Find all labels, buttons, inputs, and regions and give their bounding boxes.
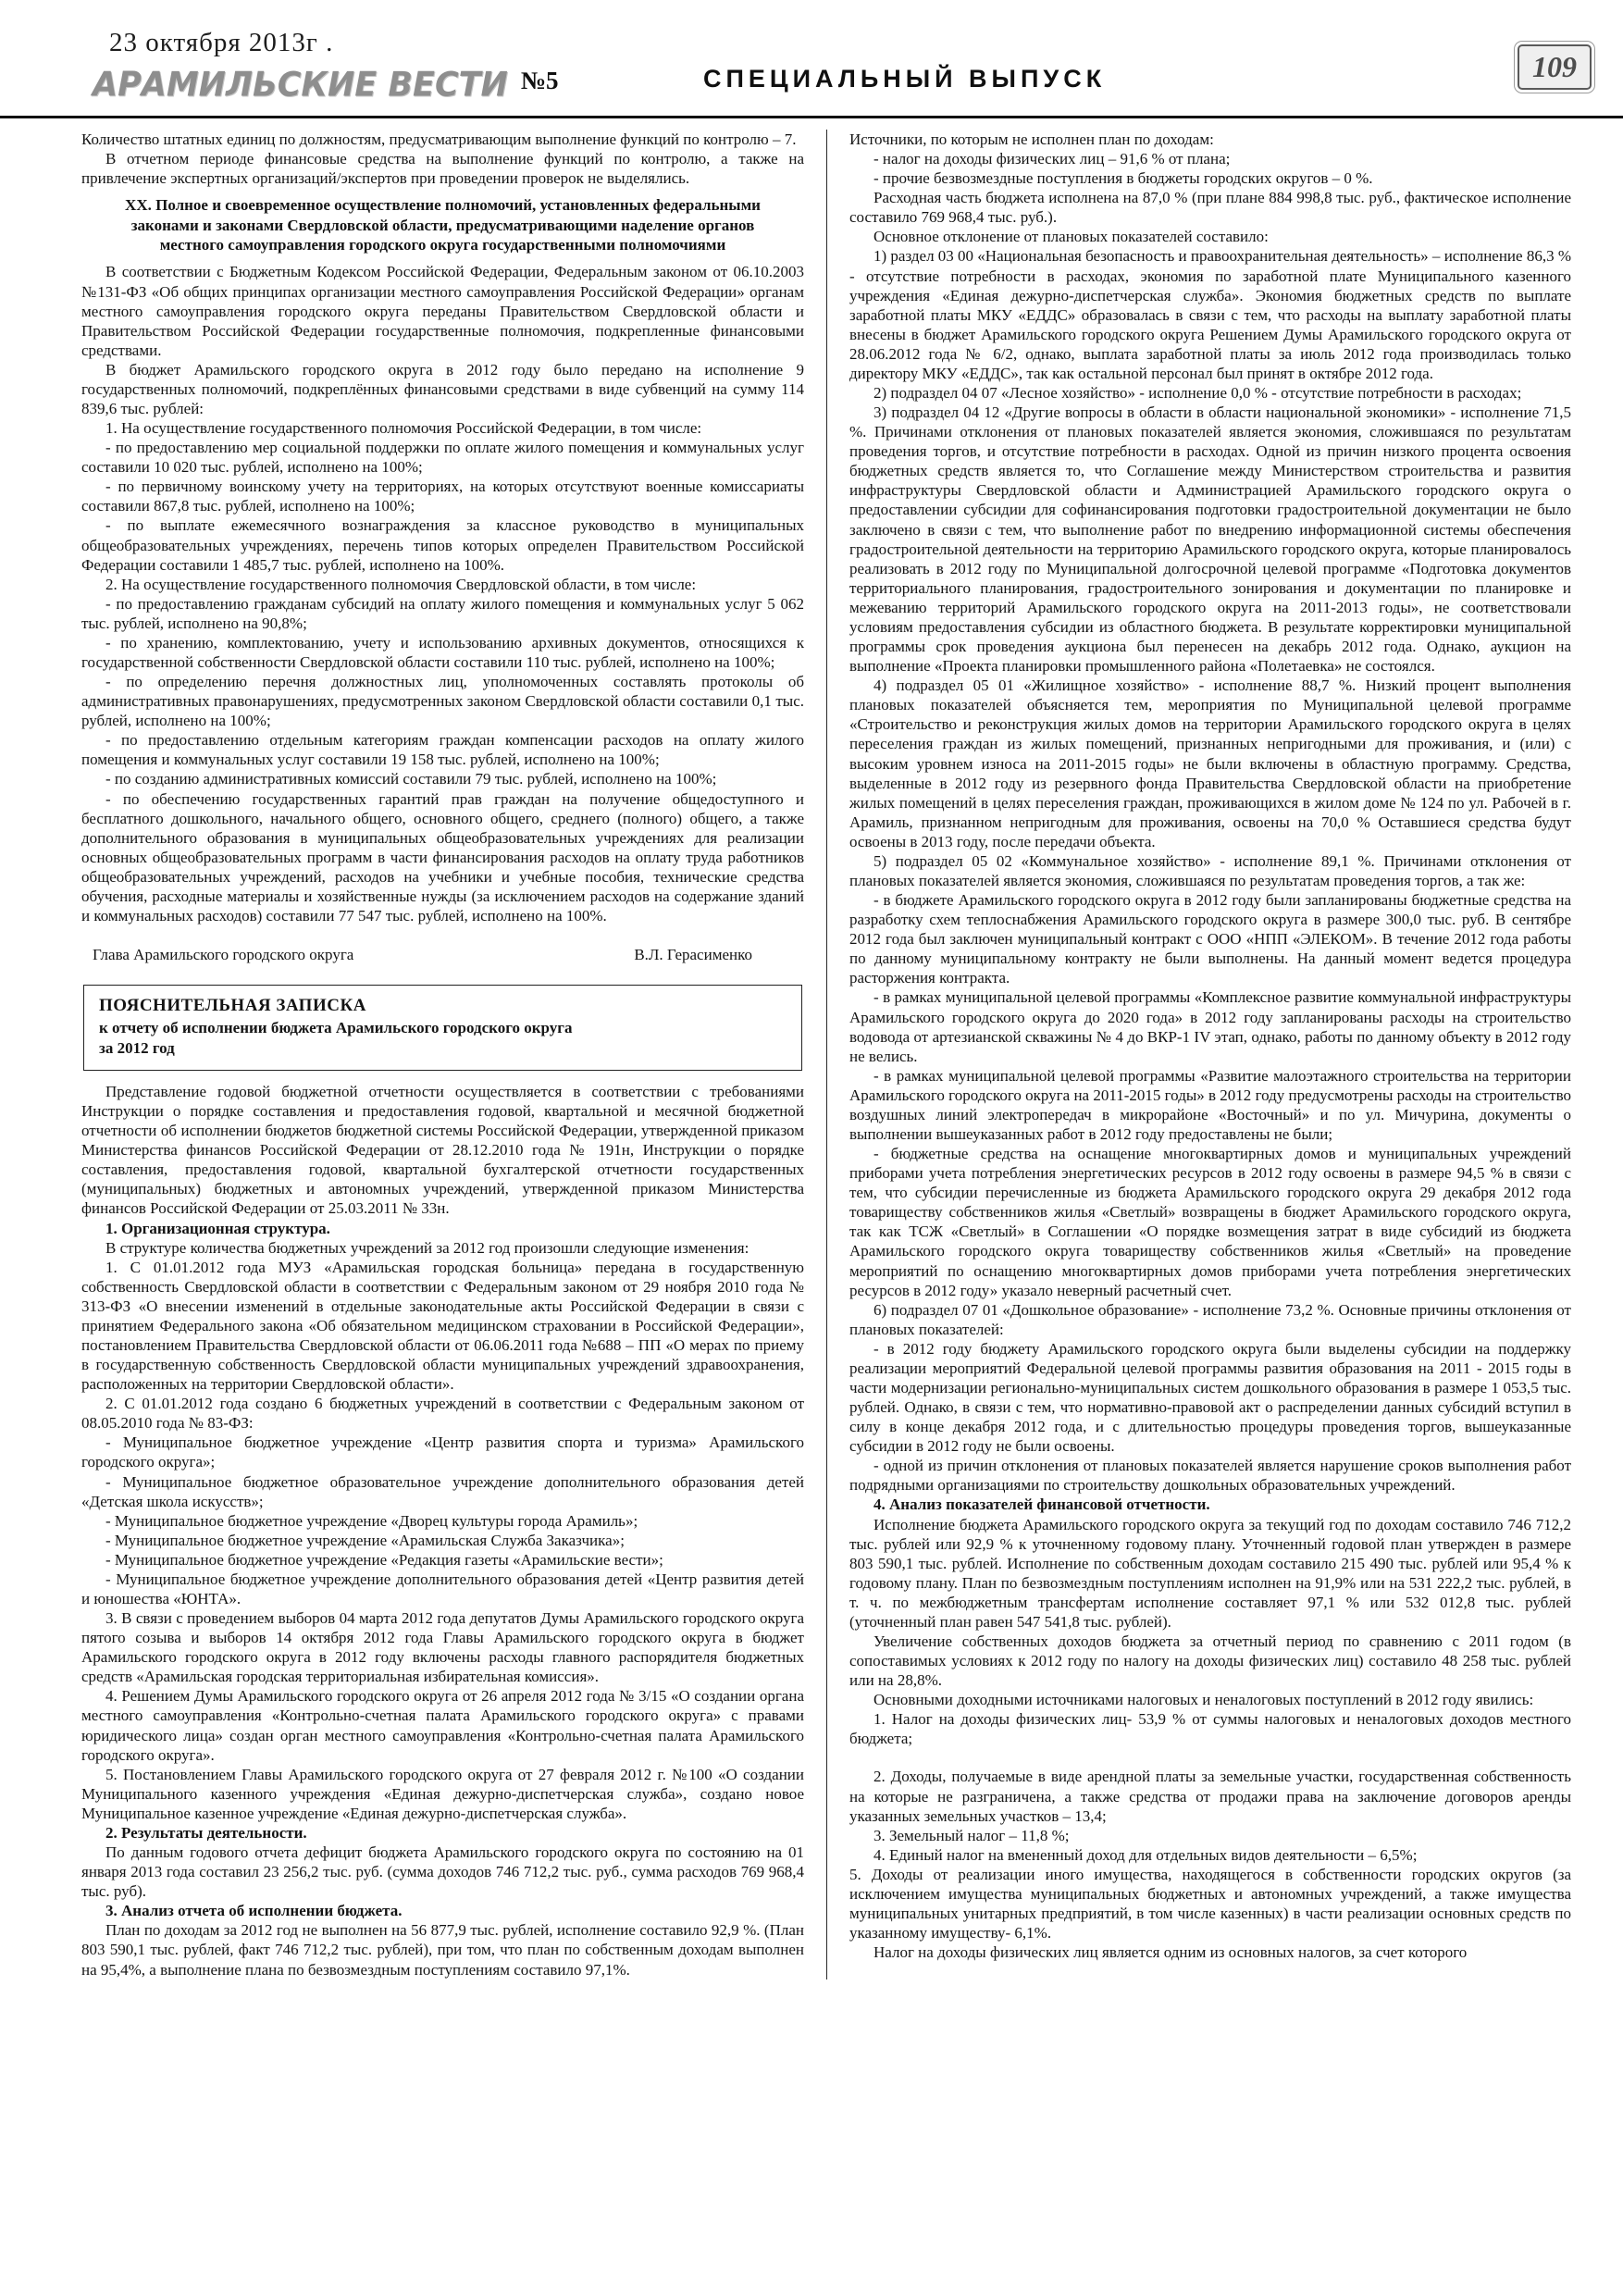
paragraph: 4) подраздел 05 01 «Жилищное хозяйство» - исполнение 88,7 %. Низкий процент выполнения плановых показателей объясняется тем, мероприятия по Муниципальной целевой программе «Строительство и реконструкция жилых домов на территории Арамильского городского округа в целях переселения граждан из жилых помещений, признанных непригодными для проживания, и (или) с высоким уровнем износа на 2011-2015 годы» не были включены в областную программу. Средства, выделенные в 2012 году из резервного фонда Правительства Свердловской области на приобретение жилых помещений в целях переселения граждан, проживающихся в жилом доме № 124 по ул. Рабочей в г. Арамиль, признанном непригодным для проживания, освоены на 70,0 % Оставшиеся средства будут освоены в 2013 году, после передачи объекта. (849, 676, 1571, 850)
subsection-heading: 1. Организационная структура. (105, 1219, 330, 1237)
paragraph: - прочие безвозмездные поступления в бюджеты городских округов – 0 %. (873, 169, 1373, 188)
paragraph: - по определению перечня должностных лиц, уполномоченных составлять протоколы об административных правонарушениях, предусмотренных законом Свердловской области составили 0,1 тыс. рублей, исполнено на 100%; (81, 673, 804, 730)
paragraph: - по созданию административных комиссий составили 79 тыс. рублей, исполнено на 100%; (105, 770, 717, 788)
explanatory-note-box (83, 985, 802, 1071)
paragraph: 4. Единый налог на вмененный доход для отдельных видов деятельности – 6,5%; (873, 1845, 1418, 1864)
paragraph: - Муниципальное бюджетное образовательное учреждение дополнительного образования детей «Детская школа искусств»; (81, 1472, 804, 1510)
paragraph: 1. На осуществление государственного полномочия Российской Федерации, в том числе: (105, 419, 702, 438)
paragraph: 1) раздел 03 00 «Национальная безопасность и правоохранительная деятельность» – исполнение 86,3 % - отсутствие потребности в расходах, экономия по заработной плате Муниципального казенного учреждения «Единая дежурно-диспетчерская служба». Экономия бюджетных средств по выплате заработной платы МКУ «ЕДДС» образовалась в связи с тем, что расходы на выплату заработной платы внесены в бюджет Арамильского городского округа Решением Думы Арамильского городского округа от 28.06.2012 года № 6/2, однако, выплата заработной платы за июль 2012 года производилась только директору МКУ «ЕДДС», так как остальной персонал был принят в октябре 2012 года. (849, 247, 1571, 382)
paragraph: - Муниципальное бюджетное учреждение дополнительного образования детей «Центр развития детей и юношества «ЮНТА». (81, 1570, 804, 1608)
paragraph: - по выплате ежемесячного вознаграждения за классное руководство в муниципальных общеобразовательных учреждениях, перечень типов которых определен Правительством Российской Федерации составили 1 485,7 тыс. рублей, исполнено на 100%. (81, 516, 804, 574)
paragraph: План по доходам за 2012 год не выполнен на 56 877,9 тыс. рублей, исполнение составило 92,9 %. (План 803 590,1 тыс. рублей, факт 746 712,2 тыс. рублей), при том, что план по собственным доходам выполнен на 95,4%, а выполнение плана по безвозмездным поступлениям составило 97,1%. (81, 1921, 804, 1979)
subsection-heading: 2. Результаты деятельности. (105, 1823, 307, 1842)
article-body (0, 118, 1623, 1980)
paragraph: В отчетном периоде финансовые средства на выполнение функций по контролю, а также на привлечение экспертных организаций/экспертов при проведении проверок не выделялись. (81, 150, 804, 188)
page-header (0, 0, 1623, 118)
issue-date: 23 октября 2013г . (109, 28, 334, 57)
paragraph: Увеличение собственных доходов бюджета за отчетный период по сравнению с 2011 годом (в сопоставимых условиях к 2012 году по налогу на доходы физических лиц) составило 48 258 тыс. рублей или на 28,8%. (849, 1632, 1571, 1690)
section-title: СПЕЦИАЛЬНЫЙ ВЫПУСК (703, 65, 1107, 93)
paragraph: Количество штатных единиц по должностям, предусматривающим выполнение функций по контролю – 7. (81, 130, 797, 148)
paragraph: 2. На осуществление государственного полномочия Свердловской области, в том числе: (105, 575, 697, 593)
paragraph: 3) подраздел 04 12 «Другие вопросы в области в области национальной экономики» - исполнение 71,5 %. Причинами отклонения от плановых показателей является экономия, сложившаяся по результатам проведения торгов, и отсутствие потребности в расходах. Одной из причин низкого процента освоения бюджетных средств является то, что Соглашение между Министерством строительства и развития инфраструктуры Свердловской области и Администрацией Арамильского городского округа о предоставлении субсидии для софинансирования подготовки градостроительной документации не было заключено в связи с тем, что выполнение работ по внедрению информационной системы обеспечения градостроительной деятельности на территорию Арамильского городского округа, которые планировалось реализовать в 2012 году по Муниципальной долгосрочной целевой программе «Подготовка документов территориального планирования, градостроительного зонирования и документации по планировке и межеванию территорий Арамильского городского округа на 2011-2013 годы», не соответствовали условиям предоставления субсидии из областного бюджета. В результате корректировки муниципальной программы срок проведения аукциона был перенесен на декабрь 2012 года. Однако, аукцион на выполнение «Проекта планировки промышленного района «Полетаевка» не состоялся. (849, 403, 1571, 676)
paragraph: 5. Доходы от реализации иного имущества, находящегося в собственности городских округов (за исключением имущества муниципальных бюджетных и автономных учреждений, а также имущества муниципальных унитарных предприятий, в том числе казенных) в части реализации основных средств по указанному имуществу- 6,1%. (849, 1865, 1571, 1942)
paragraph: 3. Земельный налог – 11,8 %; (873, 1826, 1070, 1844)
paragraph: Исполнение бюджета Арамильского городского округа за текущий год по доходам составило 746 712,2 тыс. рублей или 92,9 % к уточненному годовому плану. Уточненный годовой план утвержден в размере 803 590,1 тыс. рублей. Исполнение по собственным доходам составило 215 490 тыс. рублей или 95,4 % к годовому плану. План по безвозмездным поступлениям исполнен на 91,9% или на 531 222,2 тыс. рублей, в т. ч. по межбюджетным трансфертам исполнение составляет 97,1 % или 532 012,8 тыс. рублей (уточненный план равен 547 541,8 тыс. рублей). (849, 1515, 1571, 1631)
paragraph: В соответствии с Бюджетным Кодексом Российской Федерации, Федеральным законом от 06.10.2003 №131-ФЗ «Об общих принципах организации местного самоуправления Российской Федерации» органам местного самоуправления городского округа переданы Правительством Свердловской области и Правительством Российской Федерации государственные полномочия, подкрепленные финансовыми средствами. (81, 263, 804, 359)
paragraph: - Муниципальное бюджетное учреждение «Арамильская Служба Заказчика»; (105, 1531, 625, 1549)
paragraph: Налог на доходы физических лиц является одним из основных налогов, за счет которого (873, 1943, 1468, 1962)
signature-name: В.Л. Герасименко (634, 946, 752, 964)
paragraph: - бюджетные средства на оснащение многоквартирных домов и муниципальных учреждений приборами учета потребления энергетических ресурсов в 2012 году освоены в размере 94,5 % в связи с тем, что субсидии перечисленные из бюджета Арамильского городского округа 29 декабря 2012 года товариществу собственников жилья «Светлый» возвращены в бюджет Арамильского городского округа, так как ТСЖ «Светлый» в Соглашении «О порядке возмещения затрат в виде субсидий из бюджета Арамильского городского округа товариществу собственников жилья «Светлый» на проведение мероприятий по оснащению многоквартирных домов приборами учета потребления энергетических ресурсов в 2012 году» указало неверный расчетный счет. (849, 1145, 1571, 1299)
paragraph: - в бюджете Арамильского городского округа в 2012 году были запланированы бюджетные средства на разработку схем теплоснабжения Арамильского городского округа в размере 300,0 тыс. руб. В сентябре 2012 года был заключен муниципальный контракт с ООО «НПП «ЭЛЕКОМ». В течение 2012 года работы по данному муниципальному контракту не были выполнены. На данный момент ведется процедура расторжения контракта. (849, 891, 1571, 987)
paragraph: - по хранению, комплектованию, учету и использованию архивных документов, относящихся к государственной собственности Свердловской области составили 110 тыс. рублей, исполнено на 100%; (81, 633, 804, 672)
newspaper-logo: АРАМИЛЬСКИЕ ВЕСТИ (93, 66, 508, 105)
paragraph: Основное отклонение от плановых показателей составило: (873, 228, 1269, 246)
paragraph: Представление годовой бюджетной отчетности осуществляется в соответствии с требованиями Инструкции о порядке составления и предоставления годовой, квартальной и месячной бюджетной отчетности об исполнении бюджетов бюджетной системы Российской Федерации, утвержденной приказом Министерства финансов Российской Федерации от 28.12.2010 года № 191н, Инструкции о порядке составления, предоставления годовой, квартальной бухгалтерской отчетности государственных (муниципальных) бюджетных и автономных учреждений, утвержденной приказом Министерства финансов Российской Федерации от 25.03.2011 № 33н. (81, 1082, 804, 1218)
paragraph: - по обеспечению государственных гарантий прав граждан на получение общедоступного и бесплатного дошкольного, начального общего, основного общего, среднего (полного) общего, а также дополнительного образования в муниципальных общеобразовательных учреждениях для реализации основных общеобразовательных программ в части финансирования расходов на оплату труда работников общеобразовательных учреждений, расходов на учебники и учебные пособия, технические средства обучения, расходные материалы и хозяйственные нужды (за исключением расходов на содержание зданий и коммунальных расходов) составили 77 547 тыс. рублей, исполнено на 100%. (81, 789, 804, 925)
paragraph: - Муниципальное бюджетное учреждение «Редакция газеты «Арамильские вести»; (105, 1550, 663, 1569)
paragraph: По данным годового отчета дефицит бюджета Арамильского городского округа по состоянию на 01 января 2013 года составил 23 256,2 тыс. руб. (сумма доходов 746 712,2 тыс. руб., сумма расходов 769 968,4 тыс. руб). (81, 1843, 804, 1901)
paragraph: 1. Налог на доходы физических лиц- 53,9 % от суммы налоговых и неналоговых доходов местного бюджета; (849, 1710, 1571, 1748)
paragraph: - по предоставлению отдельным категориям граждан компенсации расходов на оплату жилого помещения и коммунальных услуг составили 19 158 тыс. рублей, исполнено на 100%; (81, 731, 804, 769)
signature-title: Глава Арамильского городского округа (93, 946, 354, 964)
paragraph: - в 2012 году бюджету Арамильского городского округа были выделены субсидии на поддержку реализации мероприятий Федеральной целевой программы развития образования на 2011 - 2015 годы в части модернизации регионально-муниципальных систем дошкольного образования в размере 1 053,5 тыс. рублей. Однако, в связи с тем, что нормативно-правовой акт о распределении данных субсидий вступил в силу в конце декабря 2012 года, и с длительностью процедуры проведения торгов, вышеуказанные субсидии в 2012 году не были освоены. (849, 1339, 1571, 1456)
left-column (81, 130, 826, 1980)
paragraph: - по первичному воинскому учету на территориях, на которых отсутствуют военные комиссариаты составили 867,8 тыс. рублей, исполнено на 100%; (81, 478, 804, 515)
paragraph: 2. Доходы, получаемые в виде арендной платы за земельные участки, государственная собственность на которые не разграничена, а также средства от продажи права на заключение договоров аренды указанных земельных участков – 13,4; (849, 1768, 1571, 1825)
paragraph: 6) подраздел 07 01 «Дошкольное образование» - исполнение 73,2 %. Основные причины отклонения от плановых показателей: (849, 1300, 1571, 1338)
paragraph: 2) подраздел 04 07 «Лесное хозяйство» - исполнение 0,0 % - отсутствие потребности в расходах; (873, 384, 1522, 403)
paragraph: В бюджет Арамильского городского округа в 2012 году было передано на исполнение 9 государственных полномочий, подкреплённых финансовыми средствами в виде субвенций на сумму 114 839,6 тыс. рублей: (81, 360, 804, 417)
paragraph: - в рамках муниципальной целевой программы «Развитие малоэтажного строительства на территории Арамильского городского округа на 2011-2015 годы» в 2012 году предусмотрены расходы на строительство воздушных линий электропередач в микрорайоне «Восточный» и по ул. Мичурина, документы о выполнении вышеуказанных работ в 2012 году предоставлены не были; (849, 1066, 1571, 1143)
subsection-heading: 3. Анализ отчета об исполнении бюджета. (105, 1902, 403, 1920)
issue-number: №5 (520, 67, 559, 94)
page-number: 109 (1532, 50, 1577, 83)
note-box-line: ПОЯСНИТЕЛЬНАЯ ЗАПИСКА (99, 996, 366, 1016)
note-box-line: за 2012 год (99, 1038, 175, 1057)
paragraph: 3. В связи с проведением выборов 04 марта 2012 года депутатов Думы Арамильского городского округа пятого созыва и выборов 14 октября 2012 года Главы Арамильского городского округа в бюджет Арамильского городского округа в 2012 году включены расходы главного распорядителя бюджетных средств «Арамильская городская территориальная избирательная комиссия». (81, 1609, 804, 1686)
paragraph: - по предоставлению мер социальной поддержки по оплате жилого помещения и коммунальных услуг составили 10 020 тыс. рублей, исполнено на 100%; (81, 439, 804, 477)
note-box-line: к отчету об исполнении бюджета Арамильского городского округа (99, 1018, 573, 1036)
paragraph: В структуре количества бюджетных учреждений за 2012 год произошли следующие изменения: (105, 1238, 750, 1257)
subsection-heading: 4. Анализ показателей финансовой отчетности. (873, 1496, 1210, 1514)
paragraph: - Муниципальное бюджетное учреждение «Дворец культуры города Арамиль»; (105, 1511, 638, 1530)
paragraph: 5. Постановлением Главы Арамильского городского округа от 27 февраля 2012 г. №100 «О создании Муниципального казенного учреждения «Единая дежурно-диспетчерская служба», создано новое Муниципальное казенное учреждение «Единая дежурно-диспетчерская служба». (81, 1765, 804, 1822)
paragraph: Источники, по которым не исполнен план по доходам: (849, 130, 1214, 148)
paragraph: 1. С 01.01.2012 года МУЗ «Арамильская городская больница» передана в государственную собственность Свердловской области в соответствии с Федеральным законом от 29 ноября 2010 года № 313-ФЗ «О внесении изменений в отдельные законодательные акты Российской Федерации в связи с принятием Федерального закона «Об обязательном медицинском страховании в Российской Федерации», постановлением Правительства Свердловской области от 06.06.2011 года №688 – ПП «О мерах по приему в государственную собственность Свердловской области муниципальных учреждений здравоохранения, расположенных на территории Свердловской области». (81, 1258, 804, 1394)
paragraph: - по предоставлению гражданам субсидий на оплату жилого помещения и коммунальных услуг 5 062 тыс. рублей, исполнено на 90,8%; (81, 594, 804, 632)
paragraph: 4. Решением Думы Арамильского городского округа от 26 апреля 2012 года № 3/15 «О создании органа местного самоуправления «Контрольно-счетная палата Арамильского городского округа» с правами юридического лица» создан орган местного самоуправления «Контрольно-счетная палата Арамильского городского округа». (81, 1687, 804, 1764)
paragraph: - в рамках муниципальной целевой программы «Комплексное развитие коммунальной инфраструктуры Арамильского городского округа до 2020 года» в 2012 году запланированы расходы на строительство водовода от артезианской скважины № 4 до ВКР-1 IV этап, однако, работы по данному объекту в 2012 году не велись. (849, 988, 1571, 1065)
paragraph: - налог на доходы физических лиц – 91,6 % от плана; (873, 150, 1231, 168)
paragraph: 2. С 01.01.2012 года создано 6 бюджетных учреждений в соответствии с Федеральным законом от 08.05.2010 года № 83-ФЗ: (81, 1395, 804, 1433)
paragraph: Расходная часть бюджета исполнена на 87,0 % (при плане 884 998,8 тыс. руб., фактическое исполнение составило 769 968,4 тыс. руб.). (849, 189, 1571, 227)
paragraph: - одной из причин отклонения от плановых показателей является нарушение сроков выполнения работ подрядными организациями по строительству дошкольных образовательных учреждений. (849, 1457, 1571, 1495)
page-number-badge (1518, 44, 1592, 90)
section-heading: ХХ. Полное и своевременное осуществление полномочий, установленных федеральными законами и законами Свердловской области, предусматривающими наделение органов местного самоуправления городского округа государственными полномочиями (125, 196, 761, 254)
paragraph: Основными доходными источниками налоговых и неналоговых поступлений в 2012 году явились: (873, 1691, 1534, 1709)
right-column (826, 130, 1571, 1980)
paragraph: - Муниципальное бюджетное учреждение «Центр развития спорта и туризма» Арамильского городского округа»; (81, 1433, 804, 1471)
signature-line (81, 925, 804, 981)
paragraph: 5) подраздел 05 02 «Коммунальное хозяйство» - исполнение 89,1 %. Причинами отклонения от плановых показателей является экономия, сложившаяся по результатам проведения торгов, а так же: (849, 851, 1571, 889)
masthead-logo-row (93, 67, 558, 104)
